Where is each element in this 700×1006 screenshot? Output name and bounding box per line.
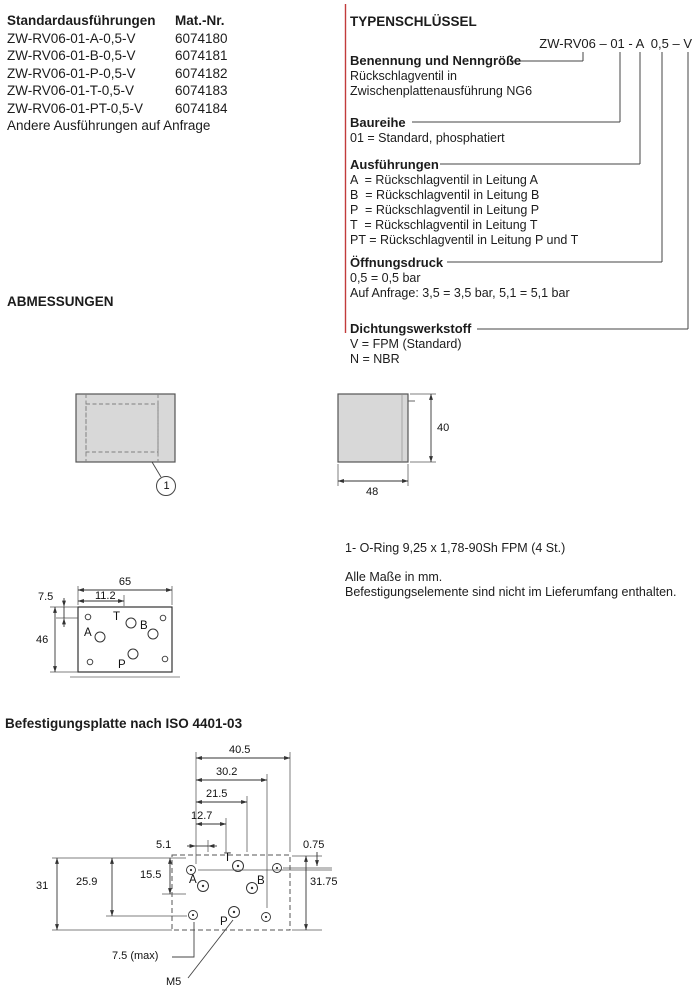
table-row <box>7 100 228 118</box>
table-row <box>7 65 228 83</box>
group-line: T = Rückschlagventil in Leitung T <box>350 218 538 232</box>
dim-plate-25-9-label: 25.9 <box>76 876 98 888</box>
material-number: 6074181 <box>175 48 228 63</box>
type-key-title: TYPENSCHLÜSSEL <box>350 14 477 29</box>
dim-port-offset-label: 11.2 <box>95 590 116 602</box>
dim-side-width-label: 48 <box>366 486 379 498</box>
dim-plate-thread-label: M5 <box>166 976 182 988</box>
typ-group-benennung <box>350 54 532 99</box>
group-line: P = Rückschlagventil in Leitung P <box>350 203 540 217</box>
typ-group-dichtungswerkstoff <box>350 322 471 367</box>
part-number: ZW-RV06-01-T-0,5-V <box>7 83 135 98</box>
table-row <box>7 47 228 65</box>
group-line: Zwischenplattenausführung NG6 <box>350 84 533 98</box>
oring-note: 1- O-Ring 9,25 x 1,78-90Sh FPM (4 St.) <box>345 541 566 555</box>
material-number: 6074184 <box>175 100 228 116</box>
part-number: ZW-RV06-01-B-0,5-V <box>7 48 136 63</box>
group-line: PT = Rückschlagventil in Leitung P und T <box>350 233 579 247</box>
dim-plate-15-5-label: 15.5 <box>140 869 162 881</box>
mounting-note: Befestigungselemente sind nicht im Lieferumfang enthalten. <box>345 585 677 599</box>
standards-title: Standardausführungen <box>7 13 156 28</box>
dim-side-height-label: 40 <box>437 422 450 434</box>
dim-top-depth-label: 46 <box>36 634 49 646</box>
dim-plate-5-1-label: 5.1 <box>156 839 172 851</box>
dim-plate-31-75-label: 31.75 <box>310 876 338 888</box>
part-number: ZW-RV06-01-PT-0,5-V <box>7 100 144 116</box>
dim-plate-21-5-label: 21.5 <box>206 788 228 800</box>
group-heading: Ausführungen <box>350 157 439 172</box>
port-t-label: T <box>113 611 121 623</box>
plate-port-b-label: B <box>257 875 265 887</box>
material-number: 6074180 <box>175 30 228 46</box>
table-row <box>7 30 228 48</box>
dim-top-width-label: 65 <box>118 576 132 588</box>
group-line: 0,5 = 0,5 bar <box>350 271 421 285</box>
dim-plate-40-5-label: 40.5 <box>229 744 251 756</box>
balloon-number: 1 <box>163 480 170 492</box>
group-line: Auf Anfrage: 3,5 = 3,5 bar, 5,1 = 5,1 bar <box>350 286 570 300</box>
units-note: Alle Maße in mm. <box>345 570 443 584</box>
front-view-drawing <box>76 394 176 496</box>
group-heading: Dichtungswerkstoff <box>350 321 472 336</box>
dim-plate-depth-label: 7.5 (max) <box>112 950 159 962</box>
section-title-befestigungsplatte: Befestigungsplatte nach ISO 4401-03 <box>5 716 243 731</box>
material-number: 6074183 <box>175 83 228 98</box>
typ-group-baureihe <box>350 116 505 146</box>
group-line: V = FPM (Standard) <box>350 337 462 351</box>
part-number: ZW-RV06-01-A-0,5-V <box>7 30 136 46</box>
section-title-abmessungen: ABMESSUNGEN <box>7 294 114 309</box>
standards-table <box>7 12 228 135</box>
group-line: Rückschlagventil in <box>350 69 457 83</box>
typ-group-oeffnungsdruck <box>350 256 570 301</box>
group-heading: Baureihe <box>350 115 406 130</box>
type-code: ZW-RV06 – 01 - A 0,5 – V <box>539 36 692 51</box>
material-number: 6074182 <box>175 65 228 81</box>
typ-group-ausfuehrungen <box>350 158 578 248</box>
dim-plate-30-2-label: 30.2 <box>216 766 238 778</box>
dim-port-drop-label: 7.5 <box>38 591 54 603</box>
port-a-label: A <box>84 627 92 639</box>
port-p-label: P <box>118 659 126 671</box>
plate-port-p-label: P <box>220 916 228 928</box>
plate-port-a-label: A <box>189 874 197 886</box>
table-row <box>7 82 228 100</box>
plate-port-t-label: T <box>224 852 232 864</box>
group-line: A = Rückschlagventil in Leitung A <box>350 173 538 187</box>
group-heading: Benennung und Nenngröße <box>350 53 522 68</box>
dim-plate-12-7-label: 12.7 <box>191 810 213 822</box>
part-number: ZW-RV06-01-P-0,5-V <box>7 65 136 81</box>
group-line: B = Rückschlagventil in Leitung B <box>350 188 540 202</box>
standards-note: Andere Ausführungen auf Anfrage <box>7 118 211 133</box>
mounting-plate-drawing <box>52 752 332 978</box>
standards-col2-header: Mat.-Nr. <box>175 13 225 28</box>
dim-plate-31-label: 31 <box>36 880 49 892</box>
dim-plate-0-75-label: 0.75 <box>303 839 325 851</box>
group-line: 01 = Standard, phosphatiert <box>350 131 505 145</box>
side-view-drawing <box>338 394 436 486</box>
port-b-label: B <box>140 620 148 632</box>
group-line: N = NBR <box>350 352 400 366</box>
group-heading: Öffnungsdruck <box>350 255 444 270</box>
